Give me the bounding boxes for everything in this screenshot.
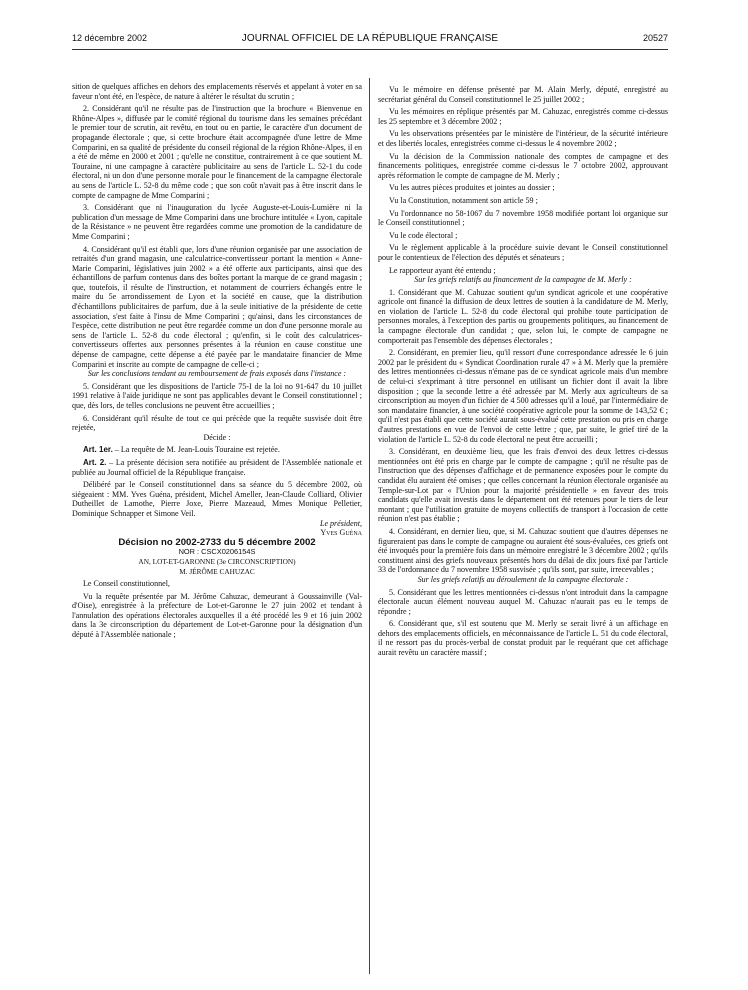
header-journal-title: JOURNAL OFFICIEL DE LA RÉPUBLIQUE FRANÇAISE — [241, 33, 499, 44]
paragraph: 3. Considérant que ni l'inauguration du lycée Auguste-et-Louis-Lumière ni la publication d'un message de Mme Comparini dans une brochure intitulée « Lyon, capitale de la Résistance » ne peuvent être regardées comme une promotion de la candidature de Mme Comparini ; — [72, 203, 362, 241]
paragraph: Délibéré par le Conseil constitutionnel dans sa séance du 5 décembre 2002, où siégeaient : MM. Yves Guéna, président, Michel Ameller, Jean-Claude Colliard, Olivier Dutheillet de Lamothe, Pierre Joxe, Pierre Mazeaud, Mmes Monique Pelletier, Dominique Schnapper et Simone Veil. — [72, 480, 362, 518]
signature-title: Le président, — [319, 518, 362, 528]
candidate-heading: M. JÉRÔME CAHUZAC — [179, 566, 255, 576]
paragraph: 4. Considérant qu'il est établi que, lors d'une réunion organisée par une association de retraités d'un grand magasin, une calculatrice-convertisseur portant la mention « Anne-Marie Comparini, législatives juin 2002 » a été offerte aux participants, ainsi que des échantillons de parfum contenus dans des boîtes portant la marque de ce grand magasin ; que, toutefois, il résulte de l'instruction, et notamment de courriers échangés entre le maire du 5e arrondissement de Lyon et la société en cause, que la distribution d'échantillons publicitaires de parfum, due à la seule initiative de la présidente de cette association, s'est faite à l'insu de Mme Comparini ; qu'ainsi, dans les circonstances de l'espèce, cette distribution ne peut être regardée comme un don d'une personne morale au sens de l'article L. 52-8 du code électoral ; qu'enfin, si le coût des calculatrices-convertisseurs offertes aux personnes présentes à la réunion en cause constitue une dépense de campagne, cette dépense a été payée par le mandataire financier de Mme Comparini et inscrite au compte de campagne de celle-ci ; — [72, 244, 362, 369]
constituency-heading: AN, LOT-ET-GARONNE (3e CIRCONSCRIPTION) — [138, 556, 296, 566]
paragraph: Vu les autres pièces produites et jointes au dossier ; — [389, 183, 555, 193]
paragraph: 1. Considérant que M. Cahuzac soutient qu'un syndicat agricole et une coopérative agricole ont financé la diffusion de deux lettres de soutien à la candidature de M. Merly, en violation de l'article L. 52-8 du code électoral qui prohibe toute participation de personnes morales, à l'exception des partis ou groupements politiques, au financement de la campagne électorale d'un candidat ; que, selon lui, le compte de campagne ne comporterait pas l'ensemble des dépenses électorales ; — [378, 287, 668, 345]
paragraph: Vu le code électoral ; — [389, 230, 458, 240]
paragraph: 3. Considérant, en deuxième lieu, que les frais d'envoi des deux lettres ci-dessus mentionnées ont été pris en charge par le compte de campagne ; qu'il ne résulte pas de l'instruction que des dépenses d'affichage et de permanence exposées pour le compte du candidat élu auraient été omises ; que celles concernant la réunion électorale organisée au Temple-sur-Lot par « l'Union pour la majorité présidentielle » en faveur des trois candidats qu'elle avait investis dans le département ont été retenues pour le tiers de leur montant ; que l'utilisation gratuite de moyens collectifs de transport à l'occasion de cette réunion n'est pas établie ; — [378, 447, 668, 524]
paragraph: 2. Considérant, en premier lieu, qu'il ressort d'une correspondance adressée le 6 juin 2002 par le président du « Syndicat Coordination rurale 47 » à M. Merly que la première des lettres mentionnées ci-dessus n'émane pas de ce syndicat agricole mais d'un membre de celui-ci s'exprimant à titre personnel en utilisant un fichier dont il avait la libre disposition ; que la seconde lettre a été adressée par M. Merly aux agriculteurs de sa circonscription au moyen d'un fichier de 4 500 adresses qu'il a loué, par l'intermédiaire de son mandataire financier, à une société coopérative agricole pour la somme de 143,52 € ; qu'il n'est pas établi que cette société aurait sous-évalué cette prestation ou pris en charge d'autres prestations en vue de l'envoi de cette lettre ; que, par suite, le grief tiré de la violation de l'article L. 52-8 du code électoral ne peut être accueilli ; — [378, 348, 668, 444]
article-text: – La requête de M. Jean-Louis Touraine est rejetée. — [112, 445, 280, 455]
page-header — [72, 33, 668, 47]
paragraph: Le Conseil constitutionnel, — [83, 579, 170, 589]
paragraph-continued: sition de quelques affiches en dehors des emplacements réservés et appelant à voter en sa faveur n'ont été, en l'espèce, de nature à altérer le résultat du scrutin ; — [72, 82, 362, 101]
nor-reference: NOR : CSCX0206154S — [178, 547, 256, 557]
paragraph: 6. Considérant que, s'il est soutenu que M. Merly se serait livré à un affichage en dehors des emplacements officiels, en méconnaissance de l'article L. 51 du code électoral, il ne ressort pas du procès-verbal de constat produit par le requérant que cet affichage aurait revêtu un caractère massif ; — [378, 619, 668, 658]
header-page-number: 20527 — [642, 33, 668, 43]
column-divider — [369, 78, 370, 974]
paragraph: 6. Considérant qu'il résulte de tout ce qui précède que la requête susvisée doit être rejetée, — [72, 413, 362, 433]
decision-title: Décision no 2002-2733 du 5 décembre 2002 — [118, 536, 316, 548]
right-column — [378, 82, 668, 972]
header-date: 12 décembre 2002 — [72, 33, 148, 43]
paragraph: Vu la Constitution, notamment son article 59 ; — [389, 195, 538, 205]
section-heading: Sur les griefs relatifs au financement de la campagne de M. Merly : — [414, 275, 632, 285]
paragraph: Le rapporteur ayant été entendu ; — [389, 265, 496, 275]
paragraph: 2. Considérant qu'il ne résulte pas de l'instruction que la brochure « Bienvenue en Rhône-Alpes », diffusée par le comité régional du tourisme dans les semaines précédant le premier tour de scrutin, ait revêtu, en tout ou en partie, le caractère d'un document de propagande électorale ; que, si cette brochure était accompagnée d'une lettre de Mme Comparini, en sa qualité de présidente du conseil régional de la région Rhône-Alpes, il en a été de même en 2000 et 2001 ; qu'elle ne constitue, contrairement à ce que soutient M. Touraine, ni une campagne à caractère publicitaire au sens de l'article L. 52-1 du code électoral, ni un don d'une personne morale pour le financement de la campagne électorale au sens de l'article L. 52-8 du même code ; que son coût n'avait pas à être inscrit dans le compte de campagne de Mme Comparini ; — [72, 104, 362, 200]
left-column — [72, 82, 362, 972]
paragraph: Vu les observations présentées par le ministère de l'intérieur, de la sécurité intérieure et des libertés locales, enregistrées comme ci-dessus le 4 novembre 2002 ; — [378, 129, 668, 148]
decide-line: Décide : — [203, 432, 231, 442]
article-label: Art. 1er. — [83, 445, 113, 455]
paragraph: 5. Considérant que les lettres mentionnées ci-dessus n'ont introduit dans la campagne électorale aucun élément nouveau auquel M. Cahuzac n'aurait pas eu le temps de répondre ; — [378, 587, 668, 616]
paragraph: Vu la décision de la Commission nationale des comptes de campagne et des financements politiques, enregistrée comme ci-dessus le 7 octobre 2002, approuvant après réformation le compte de campagne de M. Merly ; — [378, 151, 668, 180]
section-heading: Sur les conclusions tendant au remboursement de frais exposés dans l'instance : — [87, 369, 347, 379]
article-label: Art. 2. — [83, 457, 107, 467]
article-paragraph — [72, 445, 362, 455]
signature-name: Yves Guéna — [320, 528, 362, 538]
header-rule — [72, 49, 668, 50]
paragraph: Vu les mémoires en réplique présentés par M. Cahuzac, enregistrés comme ci-dessus les 25 septembre et 3 décembre 2002 ; — [378, 107, 668, 126]
paragraph: 5. Considérant que les dispositions de l'article 75-I de la loi no 91-647 du 10 juillet 1991 relative à l'aide juridique ne sont pas applicables devant le Conseil constitutionnel ; que, dès lors, de telles conclusions ne peuvent être accueillies ; — [72, 381, 362, 410]
paragraph: Vu le règlement applicable à la procédure suivie devant le Conseil constitutionnel pour le contentieux de l'élection des députés et sénateurs ; — [378, 243, 668, 262]
article-paragraph — [72, 458, 362, 477]
paragraph: 4. Considérant, en dernier lieu, que, si M. Cahuzac soutient que d'autres dépenses ne figureraient pas dans le compte de campagne ou auraient été sous-évaluées, ces griefs ont été invoqués pour la première fois dans un mémoire enregistré le 3 décembre 2002 ; qu'ils constituent ainsi des griefs nouveaux présentés hors du délai de dix jours fixé par l'article 33 de l'ordonnance du 7 novembre 1958 susvisée ; qu'ils sont, par suite, irrecevables ; — [378, 526, 668, 575]
paragraph: Vu l'ordonnance no 58-1067 du 7 novembre 1958 modifiée portant loi organique sur le Conseil constitutionnel ; — [378, 208, 668, 228]
article-text: – La présente décision sera notifiée au président de l'Assemblée nationale et publiée au Journal officiel de la République française. — [72, 457, 362, 477]
section-heading: Sur les griefs relatifs au déroulement de la campagne électorale : — [417, 574, 629, 584]
paragraph: Vu la requête présentée par M. Jérôme Cahuzac, demeurant à Goussainville (Val-d'Oise), enregistrée à la préfecture de Lot-et-Garonne le 27 juin 2002 et tendant à l'annulation des opérations électorales auxquelles il a été procédé les 9 et 16 juin 2002 dans la 3e circonscription du département de Lot-et-Garonne pour la désignation d'un député à l'Assemblée nationale ; — [72, 591, 362, 640]
paragraph: Vu le mémoire en défense présenté par M. Alain Merly, député, enregistré au secrétariat général du Conseil constitutionnel le 25 juillet 2002 ; — [378, 85, 668, 104]
